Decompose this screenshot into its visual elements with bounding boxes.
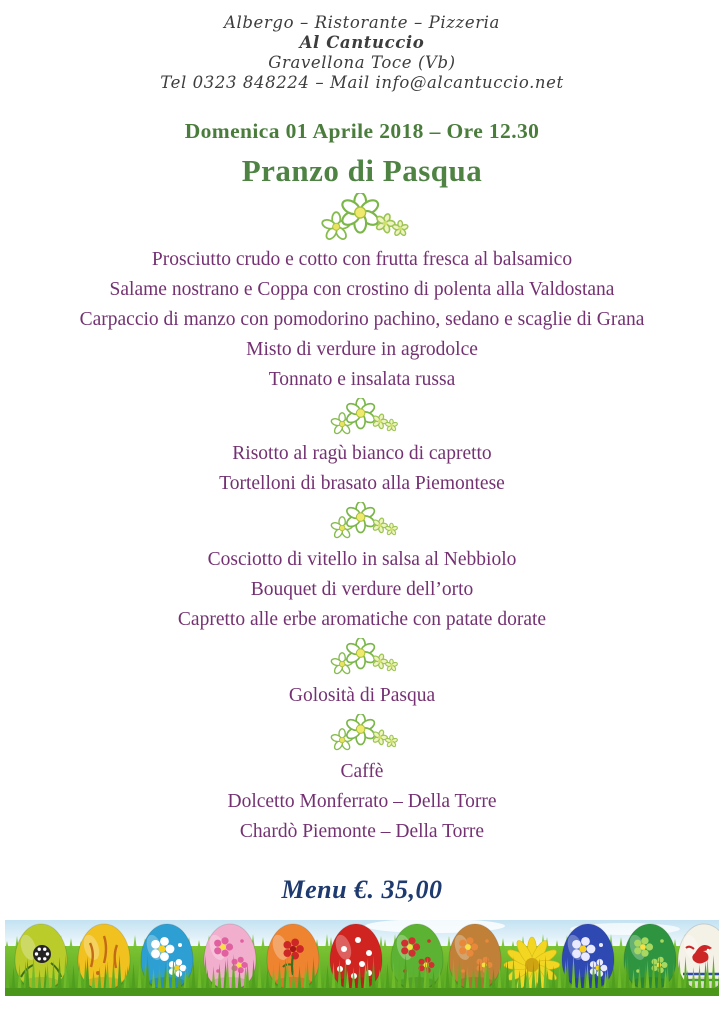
menu-item: Cosciotto di vitello in salsa al Nebbiolo xyxy=(207,549,517,570)
course-group-caffe-vini xyxy=(0,757,724,847)
menu-item: Tonnato e insalata russa xyxy=(268,369,456,390)
course-group-dessert xyxy=(0,681,724,711)
menu-item: Tortelloni di brasato alla Piemontese xyxy=(219,473,505,494)
course-group-secondi xyxy=(0,545,724,635)
restaurant-name: Al Cantuccio xyxy=(299,33,425,52)
header-business-type: Albergo – Ristorante – Pizzeria xyxy=(224,13,500,32)
easter-eggs-illustration xyxy=(5,920,719,996)
menu-price: Menu €. 35,00 xyxy=(281,875,443,904)
flower-ornament-icon xyxy=(0,501,724,539)
restaurant-header xyxy=(0,0,724,93)
flower-ornament-icon xyxy=(0,713,724,751)
menu-item: Risotto al ragù bianco di capretto xyxy=(232,443,492,464)
restaurant-contact: Tel 0323 848224 – Mail info@alcantuccio.net xyxy=(160,73,564,92)
flower-ornament-icon xyxy=(0,637,724,675)
menu-item: Caffè xyxy=(340,761,384,782)
menu-item: Carpaccio di manzo con pomodorino pachino, sedano e scaglie di Grana xyxy=(79,309,645,330)
menu-item: Misto di verdure in agrodolce xyxy=(246,339,478,360)
menu-item: Salame nostrano e Coppa con crostino di polenta alla Valdostana xyxy=(109,279,615,300)
menu-item: Chardò Piemonte – Della Torre xyxy=(239,821,485,842)
course-group-antipasti xyxy=(0,245,724,395)
menu-item: Capretto alle erbe aromatiche con patate dorate xyxy=(177,609,547,630)
menu-item: Prosciutto crudo e cotto con frutta fresca al balsamico xyxy=(151,249,573,270)
menu-title: Pranzo di Pasqua xyxy=(241,153,483,188)
restaurant-location: Gravellona Toce (Vb) xyxy=(268,53,456,72)
course-group-primi xyxy=(0,439,724,499)
flower-ornament-icon xyxy=(0,192,724,242)
event-date-line: Domenica 01 Aprile 2018 – Ore 12.30 xyxy=(184,119,540,143)
menu-item: Bouquet di verdure dell’orto xyxy=(250,579,474,600)
easter-eggs-photo xyxy=(5,920,719,996)
flower-ornament-icon xyxy=(0,397,724,435)
menu-item: Dolcetto Monferrato – Della Torre xyxy=(227,791,497,812)
menu-item: Golosità di Pasqua xyxy=(288,685,436,706)
